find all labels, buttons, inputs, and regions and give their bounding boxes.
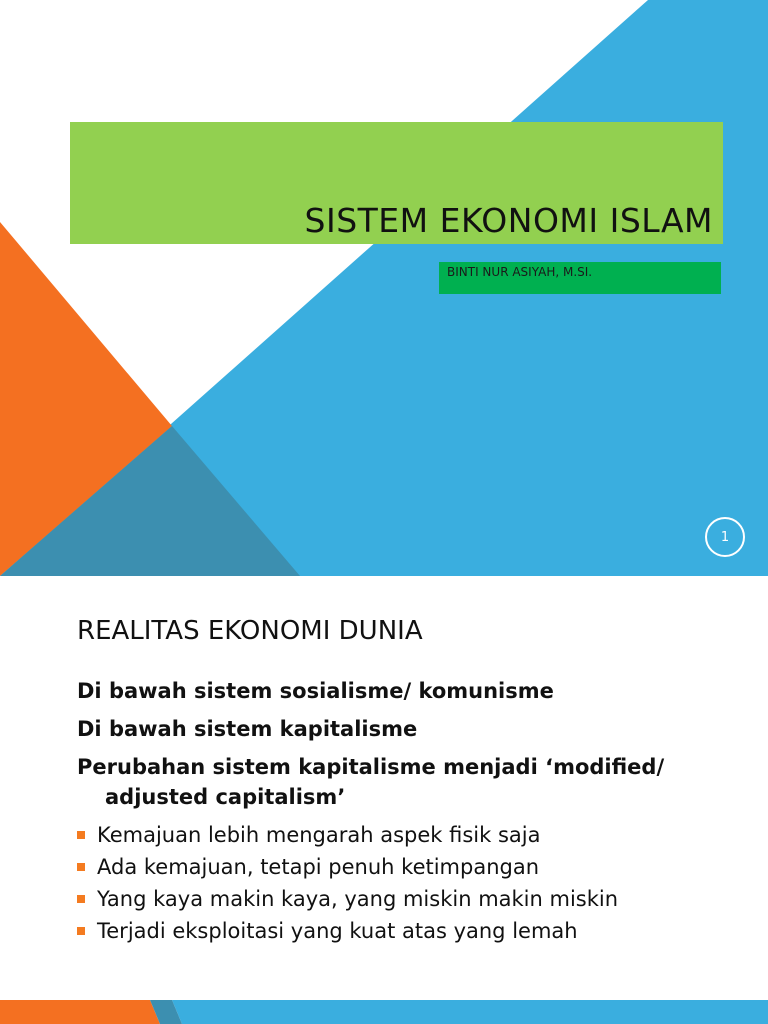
author-subtitle: BINTI NUR ASIYAH, M.SI. (447, 265, 593, 279)
content-slide (0, 576, 768, 1024)
bold-point: Di bawah sistem sosialisme/ komunisme (77, 679, 554, 703)
bullet-text: Yang kaya makin kaya, yang miskin makin miskin (97, 887, 619, 911)
bold-point: Di bawah sistem kapitalisme (77, 717, 418, 741)
bullet-text: Kemajuan lebih mengarah aspek fisik saja (97, 823, 541, 847)
bullet-text: Terjadi eksploitasi yang kuat atas yang lemah (97, 919, 578, 943)
page-number-badge (705, 517, 745, 557)
bold-point: Perubahan sistem kapitalisme menjadi ‘modified/ adjusted capitalism’ (77, 755, 665, 809)
page-number: 1 (720, 529, 730, 545)
slide2-title: REALITAS EKONOMI DUNIA (77, 616, 423, 646)
blue-strip-shape (172, 1000, 768, 1024)
slide-title: SISTEM EKONOMI ISLAM (304, 201, 713, 240)
orange-strip-shape (0, 1000, 160, 1024)
bottom-strip-shapes (0, 576, 768, 1024)
bullet-text: Ada kemajuan, tetapi penuh ketimpangan (97, 855, 540, 879)
subtitle-box (439, 262, 721, 294)
title-box (70, 122, 723, 244)
